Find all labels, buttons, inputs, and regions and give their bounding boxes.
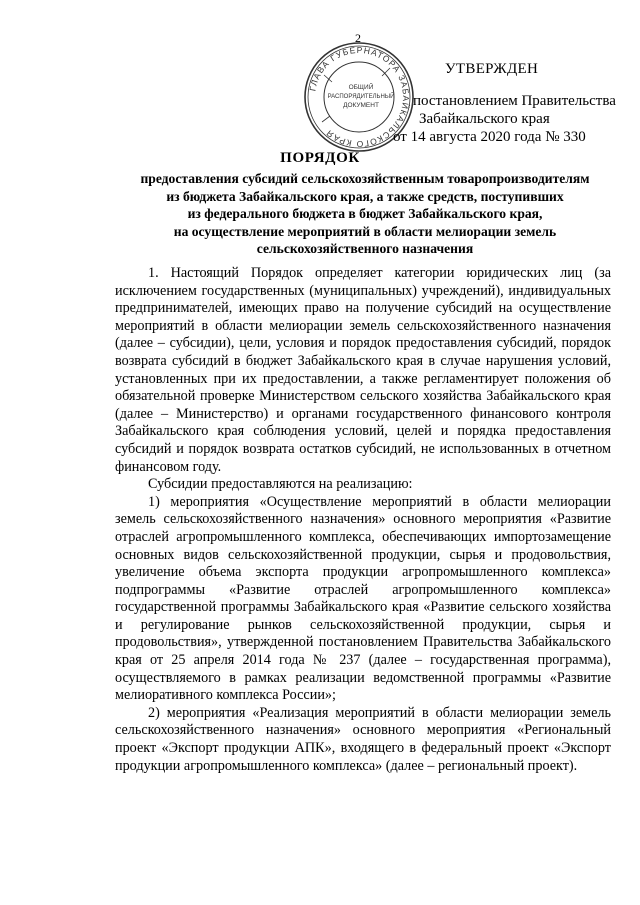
subtitle-line: из бюджета Забайкальского края, а также средств, поступивших [166,188,564,204]
approval-title: УТВЕРЖДЕН [445,61,539,77]
paragraph-3: 1) мероприятия «Осуществление мероприятий в области мелиорации земель сельскохозяйственного назначения» основного мероприятия «Развитие отраслей агропромышленного комплекса, обеспечивающих импортозамещение основных видов сельскохозяйственной продукции, сырья и продовольствия, увеличение объема экспорта продукции агропромышленного комплекса» подпрограммы «Развитие отраслей агропромышленного комплекса» государственной программы Забайкальского края «Развитие сельского хозяйства и регулирование рынков сельскохозяйственной продукции, сырья и продовольствия», утвержденной постановлением Правительства Забайкальского края от 25 апреля 2014 года № 237 (далее – государственная программа), осуществляемого в рамках реализации ведомственной программы «Развитие мелиоративного комплекса России»; [115,493,611,704]
document-subtitle [120,170,610,258]
svg-text:ОБЩИЙ: ОБЩИЙ [348,84,374,91]
document-title: ПОРЯДОК [280,150,360,166]
document-body [115,265,611,775]
approval-line-1: постановлением Правительства [413,93,616,109]
page-number: 2 [355,31,361,45]
subtitle-line: на осуществление мероприятий в области мелиорации земель [173,223,557,239]
subtitle-line: предоставления субсидий сельскохозяйственным товаропроизводителям [140,171,590,186]
svg-text:ДОКУМЕНТ: ДОКУМЕНТ [343,102,379,109]
approval-line-3: от 14 августа 2020 года № 330 [393,129,586,145]
subtitle-line: сельскохозяйственного назначения [256,241,474,257]
svg-text:ГЛАВА ГУБЕРНАТОРА ЗАБАЙКАЛЬСКО: ГЛАВА ГУБЕРНАТОРА ЗАБАЙКАЛЬСКОГО КРАЯ [307,44,412,150]
approval-line-2: Забайкальского края [419,111,550,127]
subtitle-line: из федерального бюджета в бюджет Забайкальского края, [187,206,543,222]
paragraph-4: 2) мероприятия «Реализация мероприятий в области мелиорации земель сельскохозяйственного назначения» основного мероприятия «Региональный проект «Экспорт продукции АПК», входящего в федеральный проект «Экспорт продукции агропромышленного комплекса» (далее – региональный проект). [115,704,611,774]
svg-text:РАСПОРЯДИТЕЛЬНЫЙ: РАСПОРЯДИТЕЛЬНЫЙ [327,94,395,100]
paragraph-1: 1. Настоящий Порядок определяет категории юридических лиц (за исключением государственных (муниципальных) учреждений), индивидуальных предпринимателей, имеющих право на получение субсидий на осуществление мероприятий в области мелиорации земель сельскохозяйственного назначения (далее – субсидии), цели, условия и порядок предоставления субсидий, порядок возврата субсидий в бюджет Забайкальского края в случае нарушения условий, установленных при их предоставлении, а также регламентирует положения об обязательной проверке Министерством сельского хозяйства Забайкальского края (далее – Министерство) и органами государственного финансового контроля Забайкальского края соблюдения условий, целей и порядка предоставления субсидий и порядок возврата остатков субсидий, не использованных в отчетном финансовом году. [115,265,611,475]
paragraph-2: Субсидии предоставляются на реализацию: [148,476,413,493]
